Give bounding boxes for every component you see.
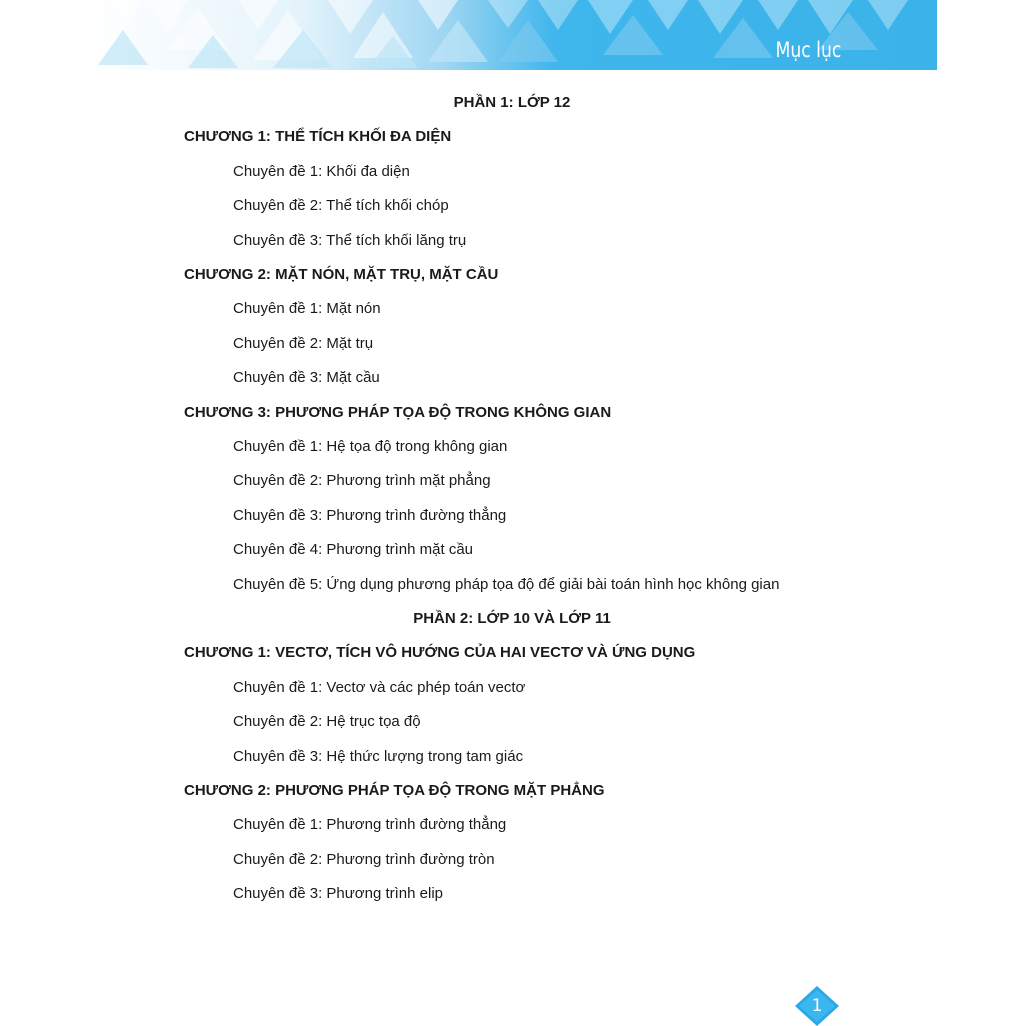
toc-chapter: CHƯƠNG 2: PHƯƠNG PHÁP TỌA ĐỘ TRONG MẶT PHẲNG bbox=[184, 782, 605, 799]
toc-topic: Chuyên đề 2: Phương trình đường tròn bbox=[233, 851, 495, 868]
toc-chapter: CHƯƠNG 1: THỂ TÍCH KHỐI ĐA DIỆN bbox=[184, 128, 452, 145]
toc-topic: Chuyên đề 3: Hệ thức lượng trong tam giác bbox=[233, 748, 524, 765]
toc-chapter: CHƯƠNG 1: VECTƠ, TÍCH VÔ HƯỚNG CỦA HAI VECTƠ VÀ ỨNG DỤNG bbox=[184, 644, 696, 661]
header-title: Mục lục bbox=[775, 38, 841, 62]
toc-topic: Chuyên đề 3: Mặt cầu bbox=[233, 369, 380, 386]
toc-chapter: CHƯƠNG 3: PHƯƠNG PHÁP TỌA ĐỘ TRONG KHÔNG GIAN bbox=[184, 404, 612, 421]
toc-chapter: CHƯƠNG 2: MẶT NÓN, MẶT TRỤ, MẶT CẦU bbox=[184, 266, 499, 283]
toc-topic: Chuyên đề 1: Khối đa diện bbox=[233, 163, 410, 180]
toc-part: PHẦN 1: LỚP 12 bbox=[453, 94, 571, 111]
toc-topic: Chuyên đề 1: Vectơ và các phép toán vectơ bbox=[233, 679, 526, 696]
toc-topic: Chuyên đề 1: Hệ tọa độ trong không gian bbox=[233, 438, 508, 455]
toc-topic: Chuyên đề 4: Phương trình mặt cầu bbox=[233, 541, 474, 558]
toc-topic: Chuyên đề 2: Thể tích khối chóp bbox=[233, 197, 449, 214]
toc-topic: Chuyên đề 5: Ứng dụng phương pháp tọa độ để giải bài toán hình học không gian bbox=[233, 576, 780, 593]
toc-topic: Chuyên đề 3: Phương trình elip bbox=[233, 885, 444, 902]
toc-part: PHẦN 2: LỚP 10 VÀ LỚP 11 bbox=[413, 610, 611, 627]
toc-topic: Chuyên đề 1: Mặt nón bbox=[233, 300, 381, 317]
toc-topic: Chuyên đề 3: Phương trình đường thẳng bbox=[233, 507, 507, 524]
toc-topic: Chuyên đề 2: Phương trình mặt phẳng bbox=[233, 472, 491, 489]
toc-topic: Chuyên đề 3: Thể tích khối lăng trụ bbox=[233, 232, 467, 249]
toc-topic: Chuyên đề 2: Mặt trụ bbox=[233, 335, 374, 352]
toc-topic: Chuyên đề 2: Hệ trục tọa độ bbox=[233, 713, 421, 730]
page-number: 1 bbox=[811, 996, 823, 1016]
toc-topic: Chuyên đề 1: Phương trình đường thẳng bbox=[233, 816, 507, 833]
